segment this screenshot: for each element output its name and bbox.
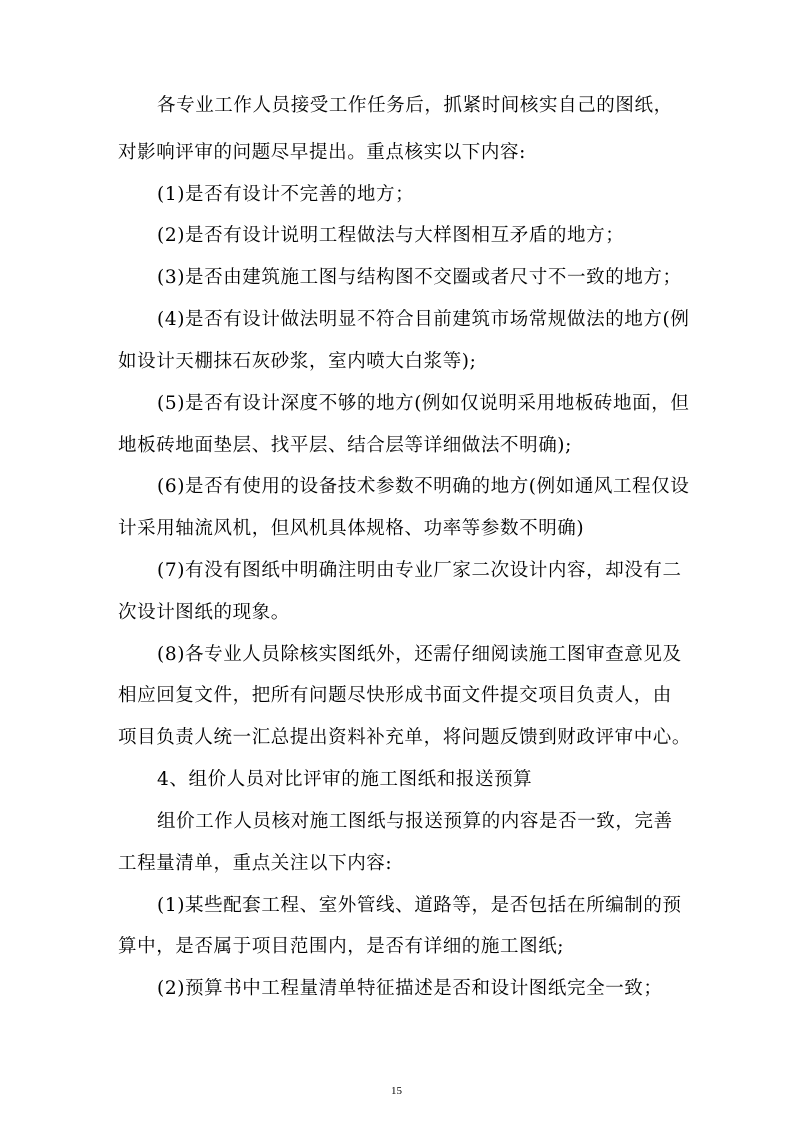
list-item-line: 如设计天棚抹石灰砂浆，室内喷大白浆等); [118, 351, 477, 372]
paragraph-line: 各专业工作人员接受工作任务后，抓紧时间核实自己的图纸， [157, 95, 673, 116]
list-item-line: (5)是否有设计深度不够的地方(例如仅说明采用地板砖地面，但 [157, 393, 690, 414]
list-item-line: (7)有没有图纸中明确注明由专业厂家二次设计内容，却没有二 [157, 560, 682, 581]
paragraph-line: 对影响评审的问题尽早提出。重点核实以下内容: [118, 142, 526, 163]
list-item-line: (2)是否有设计说明工程做法与大样图相互矛盾的地方； [157, 225, 625, 246]
list-item-line: 项目负责人统一汇总提出资料补充单，将问题反馈到财政评审中心。 [118, 727, 692, 748]
list-item-line: (6)是否有使用的设备技术参数不明确的地方(例如通风工程仅设 [157, 476, 690, 497]
section-heading: 4、组价人员对比评审的施工图纸和报送预算 [157, 769, 533, 790]
list-item-line: (8)各专业人员除核实图纸外，还需仔细阅读施工图审查意见及 [157, 644, 682, 665]
list-item-line: (1)是否有设计不完善的地方； [157, 184, 415, 205]
list-item-line: (4)是否有设计做法明显不符合目前建筑市场常规做法的地方(例 [157, 309, 690, 330]
list-item-line: 算中，是否属于项目范围内，是否有详细的施工图纸; [118, 936, 565, 957]
paragraph-line: 组价工作人员核对施工图纸与报送预算的内容是否一致，完善 [157, 811, 673, 832]
list-item-line: (1)某些配套工程、室外管线、道路等，是否包括在所编制的预 [157, 895, 682, 916]
list-item-line: 相应回复文件，把所有问题尽快形成书面文件提交项目负责人，由 [118, 685, 672, 706]
list-item-line: 计采用轴流风机，但风机具体规格、功率等参数不明确) [118, 518, 585, 539]
list-item-line: 次设计图纸的现象。 [118, 602, 290, 623]
paragraph-line: 工程量清单，重点关注以下内容: [118, 853, 393, 874]
list-item-line: (2)预算书中工程量清单特征描述是否和设计图纸完全一致； [157, 978, 663, 999]
page-number: 15 [391, 1085, 402, 1097]
list-item-line: 地板砖地面垫层、找平层、结合层等详细做法不明确); [118, 435, 572, 456]
list-item-line: (3)是否由建筑施工图与结构图不交圈或者尺寸不一致的地方； [157, 267, 682, 288]
